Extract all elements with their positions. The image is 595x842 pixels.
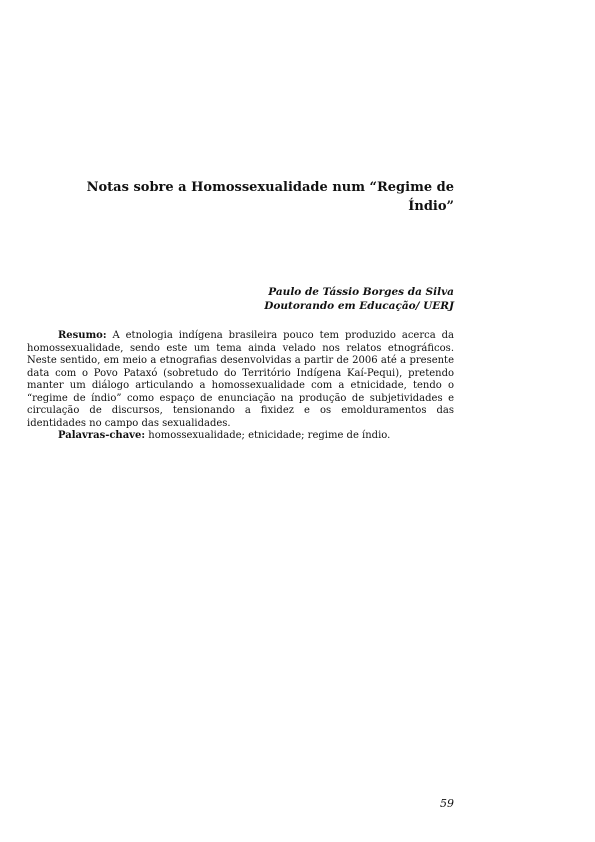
keywords-label: Palavras-chave: bbox=[58, 430, 146, 441]
abstract-label: Resumo: bbox=[58, 330, 107, 341]
author-name: Paulo de Tássio Borges da Silva bbox=[268, 286, 454, 298]
article-title bbox=[80, 178, 454, 216]
article-title-line-2: Índio” bbox=[408, 199, 454, 214]
author-block bbox=[180, 285, 454, 313]
abstract-paragraph bbox=[27, 330, 454, 430]
page-number: 59 bbox=[440, 797, 454, 810]
abstract-text: A etnologia indígena brasileira pouco tem produzido acerca da homossexualidade, sendo este um tema ainda velado nos relatos etnográficos. Neste sentido, em meio a etnografias desenvolvidas a partir de 2006 até a presente data com o Povo Pataxó (sobretudo do Território Indígena Kaí-Pequi), pretendo manter um diálogo articulando a homossexualidade com a etnicidade, tendo o “regime de índio” como espaço de enunciação na produção de subjetividades e circulação de discursos, tensionando a fixidez e os emolduramentos das identidades no campo das sexualidades. bbox=[27, 330, 454, 429]
keywords-paragraph bbox=[27, 430, 454, 443]
article-title-line-1: Notas sobre a Homossexualidade num “Regime de bbox=[86, 180, 454, 195]
abstract-section bbox=[27, 330, 454, 443]
author-affiliation: Doutorando em Educação/ UERJ bbox=[264, 300, 454, 312]
keywords-text: homossexualidade; etnicidade; regime de índio. bbox=[148, 430, 391, 441]
